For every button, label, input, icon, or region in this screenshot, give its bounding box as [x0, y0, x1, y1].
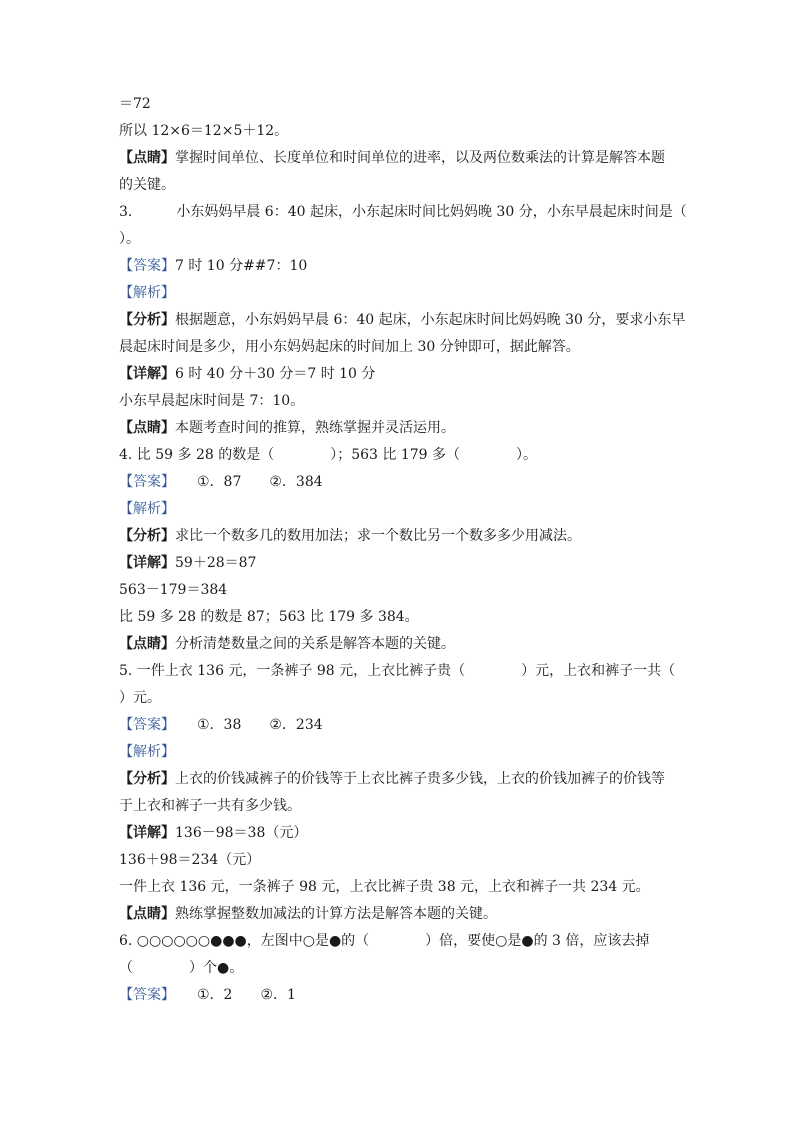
answer-tag: 【答案】: [119, 717, 175, 733]
analysis-line: [119, 500, 679, 518]
text-line: 一件上衣 136 元，一条裤子 98 元，上衣比裤子贵 38 元，上衣和裤子一共 234 元。: [119, 879, 650, 895]
text-line: ＝72: [119, 96, 151, 112]
answer-tag: 【答案】: [119, 474, 175, 490]
fenxi-tag: 【分析】: [119, 312, 175, 328]
detail-tag: 【详解】: [119, 825, 175, 841]
fenxi-tag: 【分析】: [119, 528, 175, 544]
text-line: 晨起床时间是多少，用小东妈妈起床的时间加上 30 分钟即可，据此解答。: [119, 339, 580, 355]
text-line: 比 59 多 28 的数是 87；563 比 179 多 384。: [119, 609, 419, 625]
text-line: 【点睛】掌握时间单位、长度单位和时间单位的进率，以及两位数乘法的计算是解答本题: [119, 150, 665, 166]
text-line: 【分析】求比一个数多几的数用加法；求一个数比另一个数多多少用减法。: [119, 528, 581, 544]
text-line: 【点睛】熟练掌握整数加减法的计算方法是解答本题的关键。: [119, 906, 497, 922]
text-line: 所以 12×6＝12×5＋12。: [119, 123, 289, 139]
text-line: （ ）个●。: [119, 960, 244, 976]
text-line: 于上衣和裤子一共有多少钱。: [119, 798, 301, 814]
text-line: ）元。: [119, 690, 161, 706]
text-line: 563－179＝384: [119, 582, 228, 598]
text-line: 【分析】上衣的价钱减裤子的价钱等于上衣比裤子贵多少钱，上衣的价钱加裤子的价钱等: [119, 771, 665, 787]
text-line: 【分析】根据题意，小东妈妈早晨 6：40 起床，小东起床时间比妈妈晚 30 分，要求小东早: [119, 312, 686, 328]
question-3: 3. 小东妈妈早晨 6：40 起床，小东起床时间比妈妈晚 30 分，小东早晨起床时间是（: [119, 204, 687, 220]
answer-line: 【答案】7 时 10 分##7：10: [119, 258, 308, 274]
key-point-tag: 【点睛】: [119, 150, 175, 166]
text-line: 【详解】6 时 40 分＋30 分＝7 时 10 分: [119, 366, 376, 382]
fenxi-tag: 【分析】: [119, 771, 175, 787]
analysis-tag: 【解析】: [119, 285, 175, 301]
text-line: 的关键。: [119, 177, 175, 193]
key-point-tag: 【点睛】: [119, 636, 175, 652]
analysis-line: [119, 284, 679, 302]
text-line: 【详解】59＋28＝87: [119, 555, 257, 571]
key-point-tag: 【点睛】: [119, 420, 175, 436]
text-line: 136＋98＝234（元）: [119, 852, 261, 868]
text-line: 小东早晨起床时间是 7：10。: [119, 393, 305, 409]
analysis-line: [119, 743, 679, 761]
text-line: 【详解】136－98＝38（元）: [119, 825, 308, 841]
detail-tag: 【详解】: [119, 555, 175, 571]
question-5: 5. 一件上衣 136 元，一条裤子 98 元，上衣比裤子贵（ ）元，上衣和裤子一共（: [119, 663, 676, 679]
analysis-tag: 【解析】: [119, 744, 175, 760]
question-4: 4. 比 59 多 28 的数是（ ）；563 比 179 多（ ）。: [119, 447, 538, 463]
question-6: 6. ○○○○○○●●●，左图中○是●的（ ）倍，要使○是●的 3 倍，应该去掉: [119, 933, 650, 949]
answer-tag: 【答案】: [119, 258, 175, 274]
answer-tag: 【答案】: [119, 987, 175, 1003]
text-line: ）。: [119, 231, 140, 247]
text-line: 【点睛】分析清楚数量之间的关系是解答本题的关键。: [119, 636, 455, 652]
text-line: 【点睛】本题考查时间的推算，熟练掌握并灵活运用。: [119, 420, 455, 436]
detail-tag: 【详解】: [119, 366, 175, 382]
key-point-tag: 【点睛】: [119, 906, 175, 922]
analysis-tag: 【解析】: [119, 501, 175, 517]
answer-line: 【答案】 ①．2 ②．1: [119, 987, 296, 1003]
answer-line: 【答案】 ①．87 ②．384: [119, 474, 323, 490]
answer-line: 【答案】 ①．38 ②．234: [119, 717, 323, 733]
